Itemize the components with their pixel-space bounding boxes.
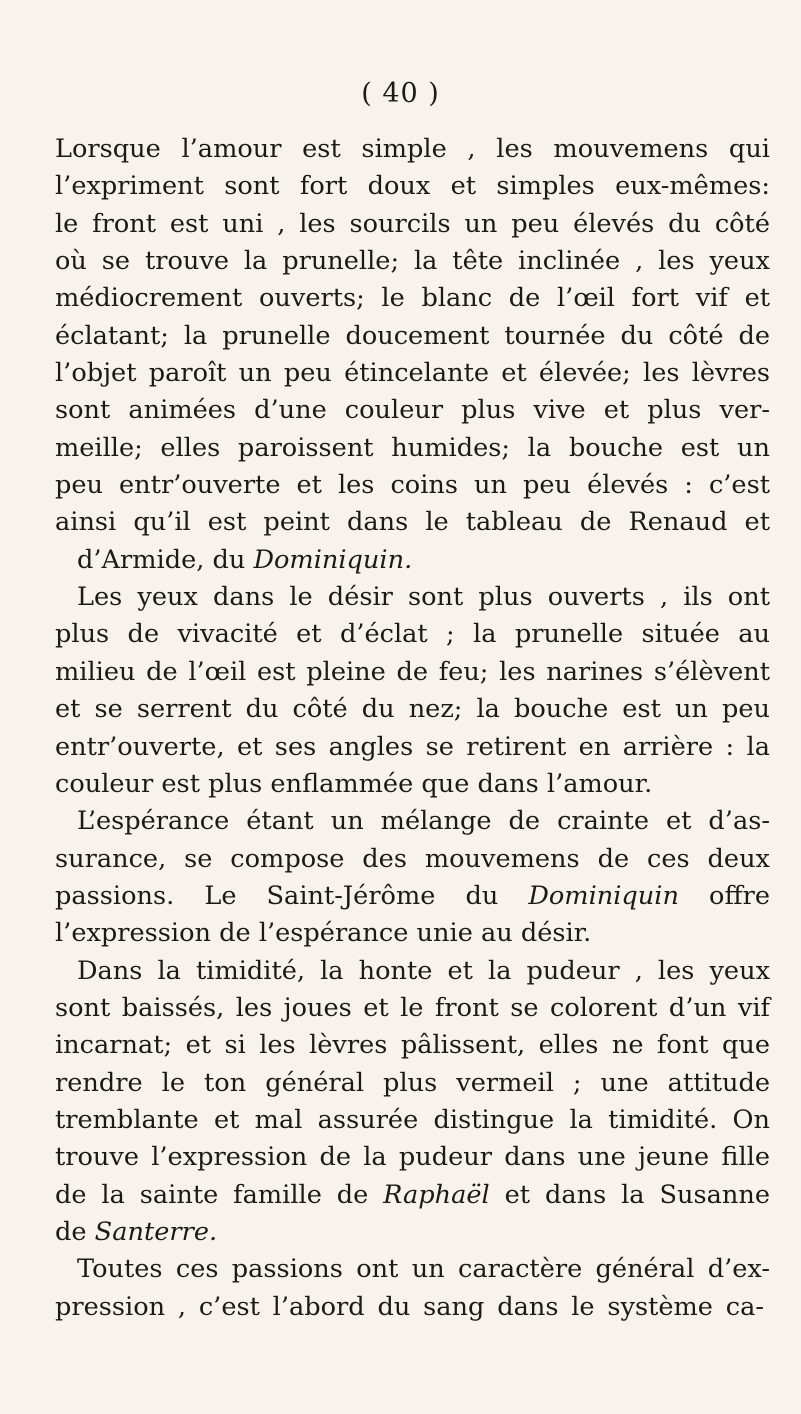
text-run: de la sainte famille de: [55, 1179, 384, 1210]
italic-name: Dominiquin.: [253, 544, 413, 575]
paragraph-start-line: [55, 1251, 770, 1288]
italic-name: Raphaël: [383, 1179, 490, 1210]
text-line: [55, 616, 770, 653]
text-line: [55, 280, 770, 317]
text-run: Dans la timidité, la honte et la pudeur , les yeux: [77, 955, 770, 986]
text-run: Toutes ces passions ont un caractère général d’ex-: [77, 1254, 770, 1285]
text-run: surance, se compose des mouvemens de ces deux: [55, 843, 770, 874]
paragraph-start-line: [55, 579, 770, 616]
text-run: Lorsque l’amour est simple , les mouvemens qui: [55, 134, 770, 164]
paragraph-start-line: [55, 803, 770, 840]
text-line: [55, 542, 770, 579]
text-line: [55, 131, 770, 168]
text-line: [55, 1177, 770, 1214]
text-run: trouve l’expression de la pudeur dans une jeune fille: [55, 1142, 770, 1173]
text-run: et dans la Susanne: [489, 1179, 770, 1210]
text-run: et se serrent du côté du nez; la bouche est un peu: [55, 694, 770, 725]
text-run: où se trouve la prunelle; la tête inclinée , les yeux: [55, 246, 770, 277]
text-run: d’Armide, du: [77, 544, 254, 575]
text-run: rendre le ton général plus vermeil ; une attitude: [55, 1067, 770, 1098]
text-run: éclatant; la prunelle doucement tournée du côté de: [55, 320, 770, 351]
text-line: [55, 504, 770, 541]
italic-name: Dominiquin: [528, 880, 679, 911]
text-line: [55, 206, 770, 243]
text-run: de: [55, 1216, 95, 1247]
text-line: [55, 878, 770, 915]
text-line: [55, 243, 770, 280]
text-run: ainsi qu’il est peint dans le tableau de Renaud et: [55, 507, 770, 538]
text-line: [55, 318, 770, 355]
text-run: le front est uni , les sourcils un peu élevés du côté: [55, 208, 770, 239]
text-run: incarnat; et si les lèvres pâlissent, elles ne font que: [55, 1030, 770, 1061]
text-run: l’objet paroît un peu étincelante et élevée; les lèvres: [55, 358, 770, 389]
text-line: [55, 392, 770, 429]
text-run: l’expression de l’espérance unie au désir.: [55, 918, 592, 949]
text-line: [55, 1289, 770, 1326]
text-run: milieu de l’œil est pleine de feu; les narines s’élèvent: [55, 656, 770, 687]
text-run: offre: [678, 880, 771, 911]
text-line: [55, 168, 770, 205]
text-run: tremblante et mal assurée distingue la timidité. On: [55, 1104, 770, 1135]
text-line: [55, 990, 770, 1027]
text-run: plus de vivacité et d’éclat ; la prunelle située au: [55, 619, 770, 650]
text-line: [55, 654, 770, 691]
text-run: sont animées d’une couleur plus vive et plus ver-: [55, 395, 770, 426]
text-line: [55, 729, 770, 766]
text-run: entr’ouverte, et ses angles se retirent en arrière : la: [55, 731, 770, 762]
text-line: [55, 691, 770, 728]
text-line: [55, 1214, 770, 1251]
text-line: [55, 1102, 770, 1139]
text-run: passions. Le Saint-Jérôme du: [55, 880, 529, 911]
text-run: l’expriment sont fort doux et simples eux-mêmes:: [55, 171, 770, 202]
text-line: [55, 841, 770, 878]
text-line: [55, 1027, 770, 1064]
text-run: sont baissés, les joues et le front se colorent d’un vif: [55, 992, 770, 1023]
body-text: [55, 131, 770, 1326]
paragraph-start-line: [55, 953, 770, 990]
text-run: meille; elles paroissent humides; la bouche est un: [55, 432, 770, 463]
text-line: [55, 915, 770, 952]
text-line: [55, 766, 770, 803]
text-line: [55, 355, 770, 392]
page-number: ( 40 ): [361, 78, 440, 109]
text-run: couleur est plus enflammée que dans l’amour.: [55, 768, 653, 799]
text-run: pression , c’est l’abord du sang dans le système ca-: [55, 1291, 764, 1322]
text-run: Les yeux dans le désir sont plus ouverts , ils ont: [77, 582, 770, 613]
text-line: [55, 1139, 770, 1176]
text-line: [55, 467, 770, 504]
text-run: L’espérance étant un mélange de crainte et d’as-: [77, 806, 770, 837]
text-line: [55, 430, 770, 467]
italic-name: Santerre.: [94, 1216, 218, 1247]
text-line: [55, 1065, 770, 1102]
text-run: peu entr’ouverte et les coins un peu élevés : c’est: [55, 470, 770, 501]
text-run: médiocrement ouverts; le blanc de l’œil fort vif et: [55, 283, 770, 314]
